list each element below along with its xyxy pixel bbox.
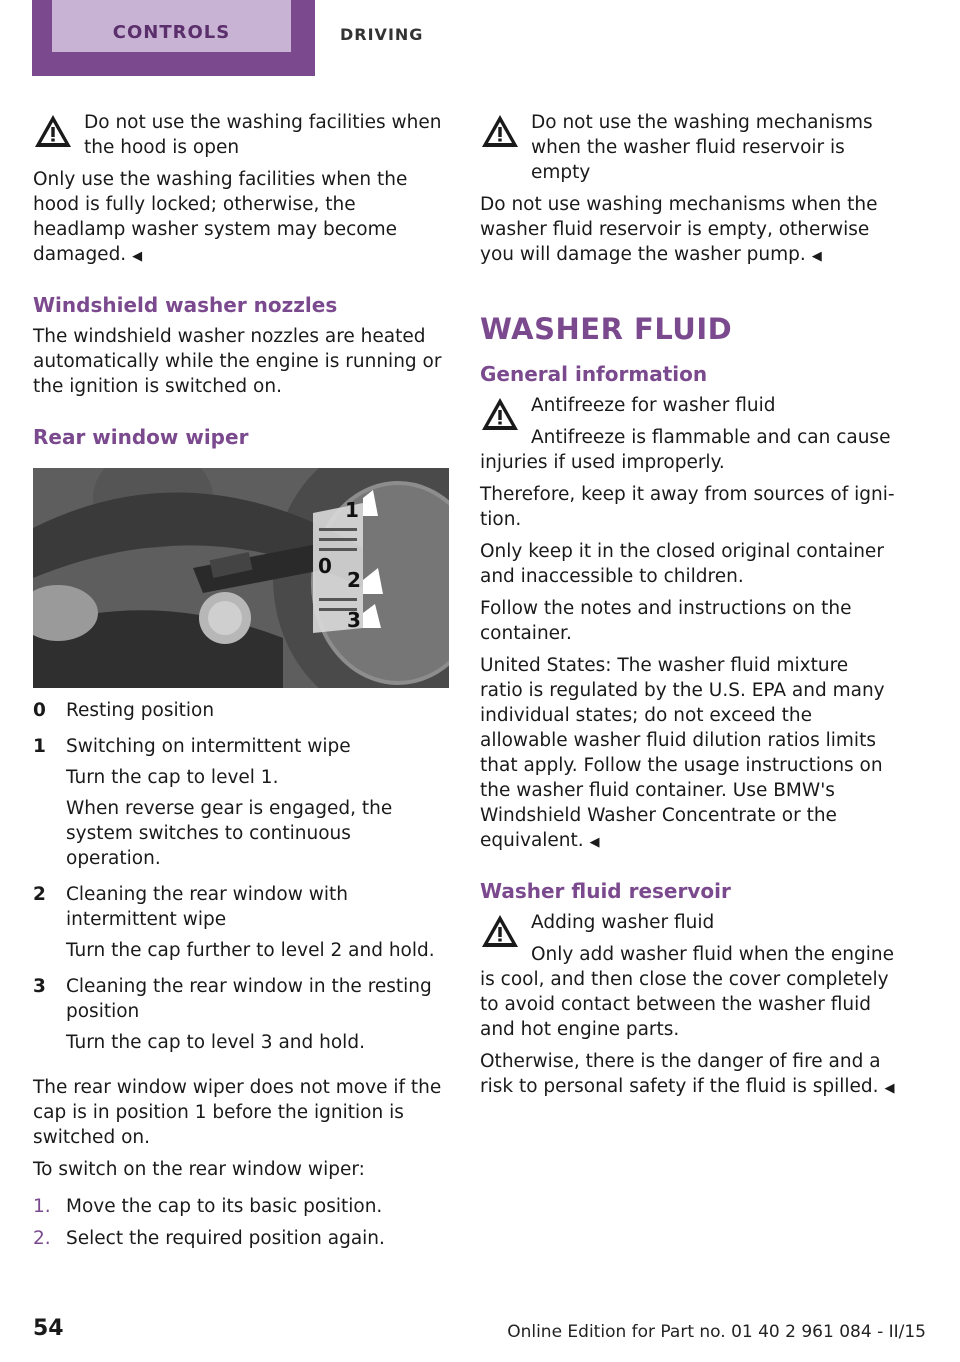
legend-item — [33, 974, 449, 1061]
rear-wiper-heading: Rear window wiper — [33, 425, 249, 449]
end-mark-icon: ◀ — [132, 249, 143, 264]
legend-item — [33, 882, 449, 969]
right-column — [480, 110, 896, 1108]
legend-text: Resting position — [66, 700, 215, 721]
washer-fluid-heading: WASHER FLUID — [480, 312, 733, 346]
step-text: Select the required position again. — [66, 1228, 385, 1249]
rear-wiper-photo — [33, 468, 449, 688]
antifreeze-text: Only keep it in the closed original container and inaccessible to children. — [480, 541, 884, 587]
warning-hood-open-title: Do not use the washing facilities when the hood is open — [84, 112, 442, 158]
warning-empty-reservoir — [480, 110, 896, 185]
antifreeze-text: Therefore, keep it away from sources of ignition. — [480, 484, 895, 530]
photo-label-2: 2 — [347, 568, 361, 592]
legend-list — [33, 698, 449, 1061]
nozzles-heading: Windshield washer nozzles — [33, 293, 338, 317]
antifreeze-text: Follow the notes and instructions on the container. — [480, 598, 852, 644]
general-information-heading: General information — [480, 362, 708, 386]
photo-label-3: 3 — [347, 608, 361, 632]
legend-number: 1 — [33, 736, 46, 757]
legend-text: Turn the cap to level 1. — [66, 767, 279, 788]
adding-fluid-text: Only add washer fluid when the engine is cool, and then close the cover completely to avoid contact between the washer fluid and hot engine parts. — [480, 944, 894, 1040]
legend-number: 0 — [33, 700, 46, 721]
legend-text: Switching on intermittent wipe — [66, 736, 351, 757]
tab-controls-label: CONTROLS — [52, 0, 291, 52]
end-mark-icon: ◀ — [811, 249, 822, 264]
legend-number: 3 — [33, 976, 46, 997]
antifreeze-text: Antifreeze is flammable and can cause injuries if used improperly. — [480, 427, 891, 473]
reservoir-heading: Washer fluid reservoir — [480, 879, 731, 903]
photo-label-1: 1 — [345, 498, 359, 522]
warning-empty-reservoir-body: Do not use washing mechanisms when the washer fluid reservoir is empty, otherwise you will damage the washer pump. ◀ — [480, 194, 878, 265]
legend-text: Turn the cap to level 3 and hold. — [66, 1032, 365, 1053]
warning-triangle-icon — [480, 112, 520, 150]
warning-hood-open — [33, 110, 449, 160]
legend-text: Turn the cap further to level 2 and hold. — [66, 940, 435, 961]
tab-controls[interactable] — [32, 0, 315, 76]
warning-triangle-icon — [33, 112, 73, 150]
list-item — [33, 1226, 449, 1251]
warning-adding-fluid-title: Adding washer fluid — [531, 912, 715, 933]
warning-antifreeze — [480, 393, 896, 418]
footer-edition: Online Edition for Part no. 01 40 2 961 084 - II/15 — [507, 1322, 926, 1342]
warning-hood-open-body: Only use the washing facilities when the hood is fully locked; otherwise, the headlamp washer system may become damaged. ◀ — [33, 169, 408, 265]
step-number: 1. — [33, 1196, 51, 1217]
nozzles-body: The windshield washer nozzles are heated automatically while the engine is running or the ignition is switched on. — [33, 326, 442, 397]
left-column — [33, 110, 449, 1258]
legend-item — [33, 698, 449, 729]
rear-wiper-note: The rear window wiper does not move if the cap is in position 1 before the ignition is switched on. — [33, 1077, 442, 1148]
step-text: Move the cap to its basic position. — [66, 1196, 383, 1217]
warning-triangle-icon — [480, 395, 520, 433]
legend-number: 2 — [33, 884, 46, 905]
warning-adding-fluid — [480, 910, 896, 935]
antifreeze-text: United States: The washer fluid mixture ratio is regulated by the U.S. EPA and many individual states; do not exceed the allowable washer fluid dilution ratios limits that apply. Follow the usage instructions on the washer fluid container. Use BMW's Windshield Washer Concentrate or the equivalent. ◀ — [480, 655, 885, 851]
page-number: 54 — [33, 1316, 64, 1341]
photo-label-0: 0 — [318, 554, 332, 578]
legend-text: Cleaning the rear window with intermittent wipe — [66, 884, 348, 930]
step-number: 2. — [33, 1228, 51, 1249]
legend-item — [33, 734, 449, 877]
warning-empty-reservoir-title: Do not use the washing mechanisms when the washer fluid reservoir is empty — [531, 112, 873, 183]
list-item — [33, 1194, 449, 1219]
warning-antifreeze-title: Antifreeze for washer fluid — [531, 395, 776, 416]
end-mark-icon: ◀ — [589, 835, 600, 850]
chapter-tabs — [32, 0, 960, 76]
adding-fluid-text: Otherwise, there is the danger of fire and a risk to personal safety if the fluid is spilled. ◀ — [480, 1051, 895, 1097]
switch-on-intro: To switch on the rear window wiper: — [33, 1159, 365, 1180]
legend-text: When reverse gear is engaged, the system switches to continuous operation. — [66, 798, 393, 869]
end-mark-icon: ◀ — [884, 1081, 895, 1096]
steps-list — [33, 1194, 449, 1251]
tab-driving[interactable]: DRIVING — [340, 25, 424, 44]
legend-text: Cleaning the rear window in the resting position — [66, 976, 432, 1022]
warning-triangle-icon — [480, 912, 520, 950]
steering-column-illustration — [33, 468, 449, 688]
